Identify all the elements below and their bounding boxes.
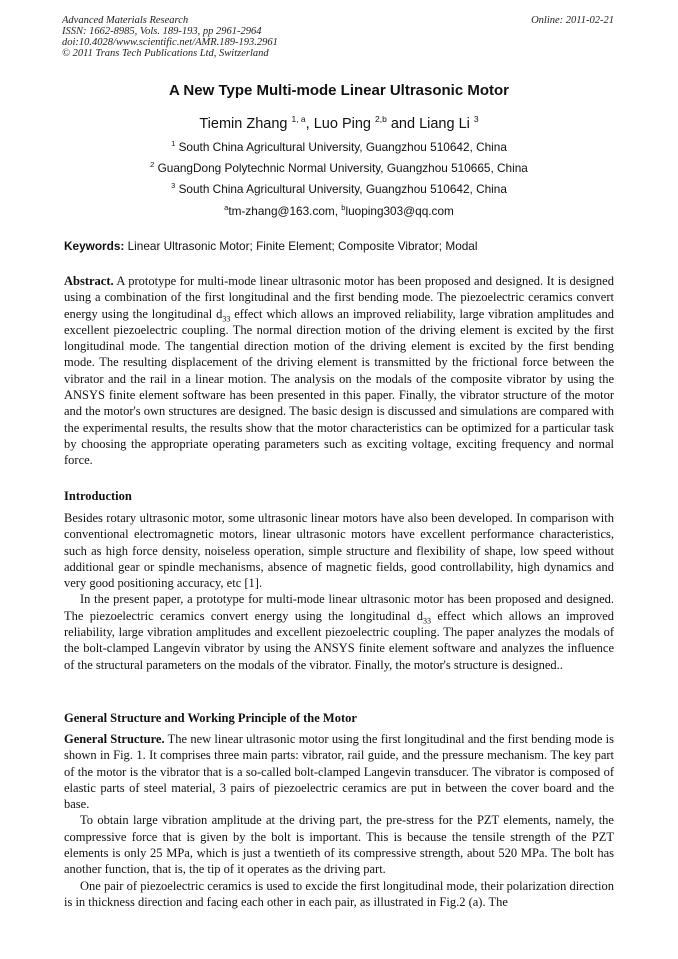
abstract-text-1: A prototype for multi-mode linear ultrasonic motor has been proposed and designed. It is designed using a combination of the first longitudinal and the first bending mode. The piezoelectric ceramics convert energy using the longitudinal d — [64, 274, 614, 321]
general-structure-label: General Structure. — [64, 732, 165, 746]
keywords — [64, 239, 478, 253]
intro-p2-b: effect which allows an improved reliability, large vibration amplitudes and excellent piezoelectric coupling. The paper analyzes the modals of the bolt-clamped Langevin vibrator by using the ANSYS finite element software and analyzes the influence of the structural parameters on the modals of the vibrator. Finally, the motor's structure is designed.. — [64, 608, 614, 672]
affiliation-1 — [0, 139, 678, 154]
author-3: and Liang Li — [386, 115, 474, 132]
online-date: Online: 2011-02-21 — [531, 15, 614, 26]
general-body — [64, 731, 614, 910]
author-2-sup: 2,b — [375, 114, 387, 124]
paper-title: A New Type Multi-mode Linear Ultrasonic Motor — [168, 82, 510, 99]
journal-name: Advanced Materials Research — [62, 15, 189, 26]
author-line — [0, 114, 678, 132]
affiliation-3 — [0, 181, 678, 196]
email-line — [0, 203, 678, 218]
email-b-sup: b — [341, 203, 346, 212]
author-1-sup: 1, a — [291, 114, 306, 124]
issn-line: ISSN: 1662-8985, Vols. 189-193, pp 2961-2964 — [62, 26, 262, 37]
abstract-sub: 33 — [222, 314, 231, 324]
email-a: tm-zhang@163.com, — [228, 203, 342, 218]
copyright-line: © 2011 Trans Tech Publications Ltd, Switzerland — [62, 48, 269, 59]
affiliation-3-text: South China Agricultural University, Guangzhou 510642, China — [178, 181, 507, 196]
introduction-body — [64, 510, 614, 673]
general-paragraph-3: One pair of piezoelectric ceramics is used to excide the first longitudinal mode, their polarization direction is in thickness direction and facing each other in each pair, as illustrated in Fig.2 (a). The — [64, 878, 614, 909]
keywords-label: Keywords: — [64, 239, 125, 253]
general-paragraph-1 — [64, 731, 614, 812]
author-3-sup: 3 — [473, 114, 479, 124]
author-2: , Luo Ping — [305, 115, 375, 132]
affiliation-1-sup: 1 — [171, 139, 176, 148]
intro-paragraph-1: Besides rotary ultrasonic motor, some ultrasonic linear motors have also been developed. In comparison with conventional electromagnetic motors, linear ultrasonic motors have excellent performance characteristics, such as high force density, noiseless operation, simple structure and flexibility of shape, low speed without additional gear or spindle mechanisms, absence of magnetic fields, good controllability, high dynamics and very good positioning accuracy, etc [1]. — [64, 511, 614, 591]
general-p1-text: The new linear ultrasonic motor using the first longitudinal and the first bending mode is shown in Fig. 1. It comprises three main parts: vibrator, rail guide, and the pressure mechanism. The key part of the motor is the vibrator that is a so-called bolt-clamped Langevin transducer. The vibrator is composed of elastic parts of steel material, 3 pairs of piezoelectric ceramics are put in between the cover board and the base. — [64, 732, 614, 812]
affiliation-2-text: GuangDong Polytechnic Normal University, Guangzhou 510665, China — [157, 160, 528, 175]
abstract-label: Abstract. — [64, 274, 114, 288]
affiliation-2-sup: 2 — [150, 160, 155, 169]
intro-p2-a: In the present paper, a prototype for multi-mode linear ultrasonic motor has been proposed and designed. The piezoelectric ceramics convert energy using the longitudinal d — [64, 592, 614, 623]
abstract-text-2: effect which allows an improved reliability, large vibration amplitudes and excellent piezoelectric coupling. The normal direction motion of the driving element is excited by the first longitudinal mode. The tangential direction motion of the driving element is excited by the first bending mode. The resulting displacement of the driving element is transmitted by the frictional force between the vibrator and the rail in a linear motion. The analysis on the modals of the composite vibrator by using the ANSYS finite element software has been presented in this paper. Finally, the vibrator structure of the motor and the motor's own structures are designed. The basic design is discussed and simulations are compared with the experimental results, the results show that the motor characteristics can be optimized for a particular task by choosing the appropriate operating parameters such as exciting voltage, exciting frequency and normal force. — [64, 306, 614, 468]
affiliation-1-text: South China Agricultural University, Guangzhou 510642, China — [178, 139, 507, 154]
keywords-text: Linear Ultrasonic Motor; Finite Element; Composite Vibrator; Modal — [124, 239, 478, 253]
general-paragraph-2: To obtain large vibration amplitude at the driving part, the pre-stress for the PZT elements, namely, the compressive force that is given by the bolt is important. This is because the tensile strength of the PZT elements is only 25 MPa, which is just a twentieth of its compressive strength, about 520 MPa. The bolt has another function, that is, the tip of it operates as the driving part. — [64, 813, 614, 877]
abstract — [64, 273, 614, 469]
affiliation-3-sup: 3 — [171, 181, 176, 190]
author-1: Tiemin Zhang — [199, 115, 292, 132]
intro-paragraph-2 — [64, 591, 614, 672]
email-a-sup: a — [224, 203, 229, 212]
general-heading: General Structure and Working Principle of the Motor — [64, 711, 357, 725]
doi-line: doi:10.4028/www.scientific.net/AMR.189-193.2961 — [62, 37, 278, 48]
intro-p2-sub: 33 — [423, 616, 431, 626]
introduction-heading: Introduction — [64, 489, 132, 503]
affiliation-2 — [0, 160, 678, 175]
email-b: luoping303@qq.com — [345, 203, 454, 218]
